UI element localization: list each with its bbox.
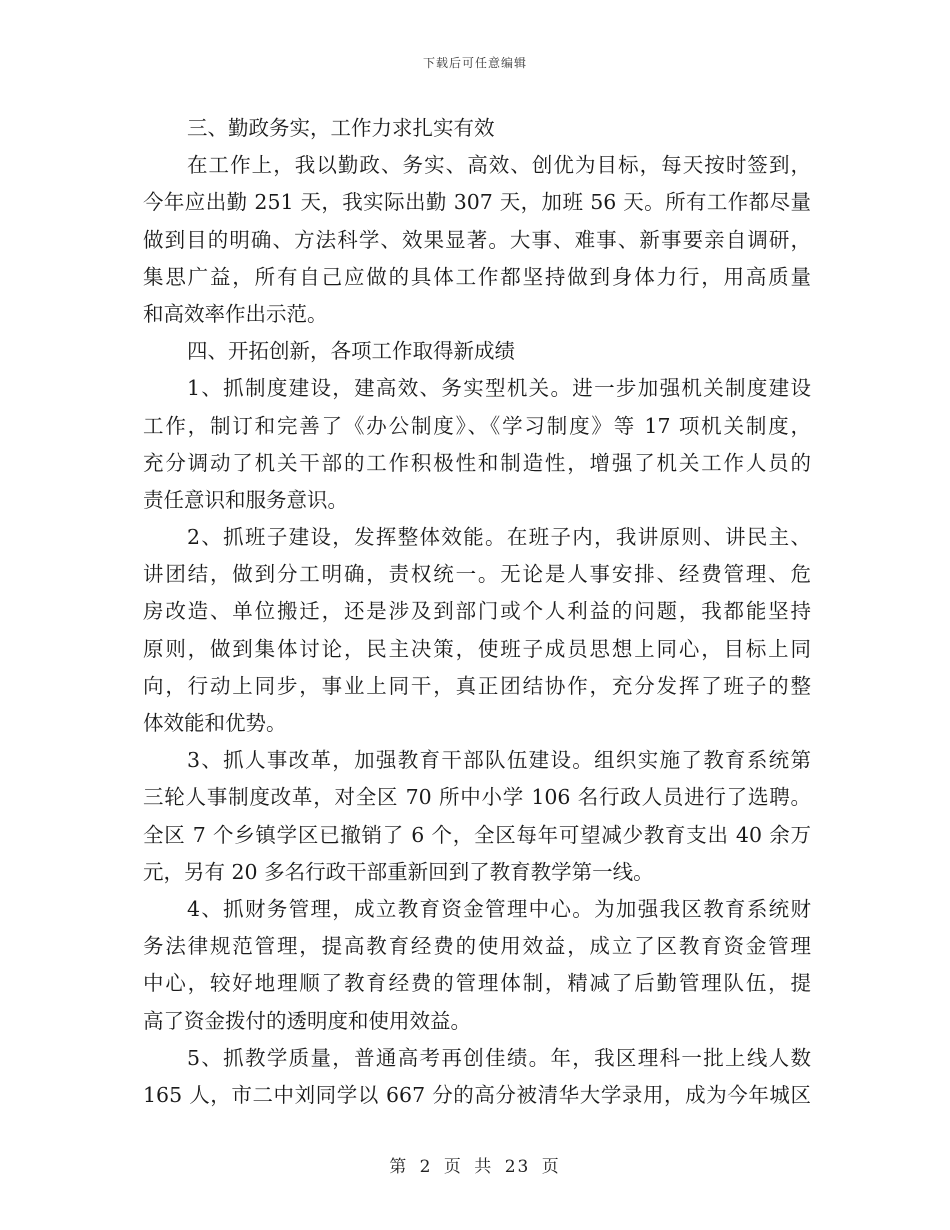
text-line: 务法律规范管理，提高教育经费的使用效益，成立了区教育资金管理 <box>143 934 811 959</box>
text-line: 做到目的明确、方法科学、效果显著。大事、难事、新事要亲自调研， <box>143 227 811 252</box>
page-header: 下载后可任意编辑 <box>422 56 527 70</box>
text-line: 向，行动上同步，事业上同干，真正团结协作，充分发挥了班子的整 <box>143 673 811 698</box>
text-line: 讲团结，做到分工明确，责权统一。无论是人事安排、经费管理、危 <box>143 562 811 587</box>
text-line: 165 人，市二中刘同学以 667 分的高分被清华大学录用，成为今年城区 <box>143 1082 811 1107</box>
text-line: 体效能和优势。 <box>143 711 287 735</box>
text-line: 四、开拓创新，各项工作取得新成绩 <box>187 339 515 364</box>
page-number-footer: 第 2 页 共 23 页 <box>389 1157 561 1177</box>
text-line: 全区 7 个乡镇学区已撤销了 6 个，全区每年可望减少教育支出 40 余万 <box>143 822 811 847</box>
text-line: 元，另有 20 多名行政干部重新回到了教育教学第一线。 <box>143 859 654 884</box>
text-line: 5、抓教学质量，普通高考再创佳绩。年，我区理科一批上线人数 <box>187 1045 811 1070</box>
text-line: 中心，较好地理顺了教育经费的管理体制，精减了后勤管理队伍，提 <box>143 971 811 996</box>
text-line: 责任意识和服务意识。 <box>143 487 348 512</box>
text-line: 工作，制订和完善了《办公制度》、《学习制度》等 17 项机关制度， <box>143 413 811 438</box>
document-body <box>143 110 811 1114</box>
text-line: 在工作上，我以勤政、务实、高效、创优为目标，每天按时签到， <box>187 153 811 178</box>
text-line: 集思广益，所有自己应做的具体工作都坚持做到身体力行，用高质量 <box>143 264 811 289</box>
text-line: 三轮人事制度改革，对全区 70 所中小学 106 名行政人员进行了选聘。 <box>143 785 811 810</box>
text-line: 和高效率作出示范。 <box>143 301 328 326</box>
text-line: 4、抓财务管理，成立教育资金管理中心。为加强我区教育系统财 <box>187 896 811 921</box>
text-line: 三、勤政务实，工作力求扎实有效 <box>187 116 495 140</box>
text-line: 高了资金拨付的透明度和使用效益。 <box>143 1008 471 1033</box>
text-line: 3、抓人事改革，加强教育干部队伍建设。组织实施了教育系统第 <box>187 748 811 773</box>
text-line: 充分调动了机关干部的工作积极性和制造性，增强了机关工作人员的 <box>143 450 811 475</box>
text-line: 1、抓制度建设，建高效、务实型机关。进一步加强机关制度建设 <box>187 376 811 401</box>
text-line: 房改造、单位搬迁，还是涉及到部门或个人利益的问题，我都能坚持 <box>143 599 811 624</box>
text-line: 今年应出勤 251 天，我实际出勤 307 天，加班 56 天。所有工作都尽量 <box>143 190 811 215</box>
text-line: 原则，做到集体讨论，民主决策，使班子成员思想上同心，目标上同 <box>143 636 811 661</box>
text-line: 2、抓班子建设，发挥整体效能。在班子内，我讲原则、讲民主、 <box>187 525 811 550</box>
